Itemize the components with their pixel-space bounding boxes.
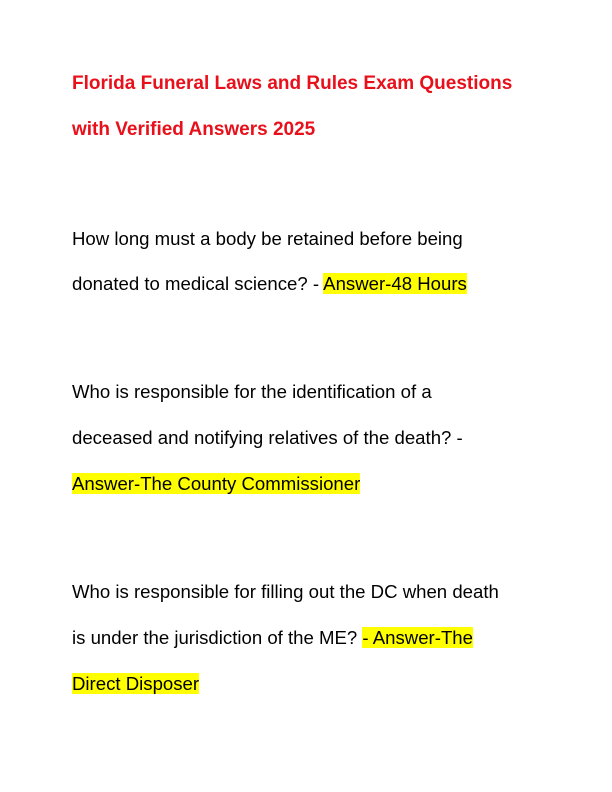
question-text: [72, 273, 467, 295]
document-title-line-2: with Verified Answers 2025: [72, 119, 316, 140]
question-line: is under the jurisdiction of the ME?: [72, 627, 363, 648]
document-title-line-1: Florida Funeral Laws and Rules Exam Questions: [72, 73, 513, 94]
question-text: [72, 228, 463, 250]
question-text: [72, 381, 432, 403]
question-text: [72, 427, 463, 449]
question-line: Who is responsible for filling out the DC when death: [72, 581, 499, 602]
question-line: How long must a body be retained before being: [72, 228, 463, 249]
question-line: donated to medical science? -: [72, 273, 324, 294]
question-text: [72, 627, 473, 649]
answer-highlight: Answer-48 Hours: [323, 273, 467, 294]
question-text: [72, 581, 499, 603]
answer-text: [72, 673, 199, 695]
answer-highlight: Answer-The County Commissioner: [72, 473, 361, 494]
question-line: deceased and notifying relatives of the death? -: [72, 427, 463, 448]
answer-highlight: Direct Disposer: [72, 673, 200, 694]
answer-highlight: - Answer-The: [362, 627, 473, 648]
answer-text: [72, 473, 360, 495]
question-line: Who is responsible for the identification of a: [72, 381, 432, 402]
